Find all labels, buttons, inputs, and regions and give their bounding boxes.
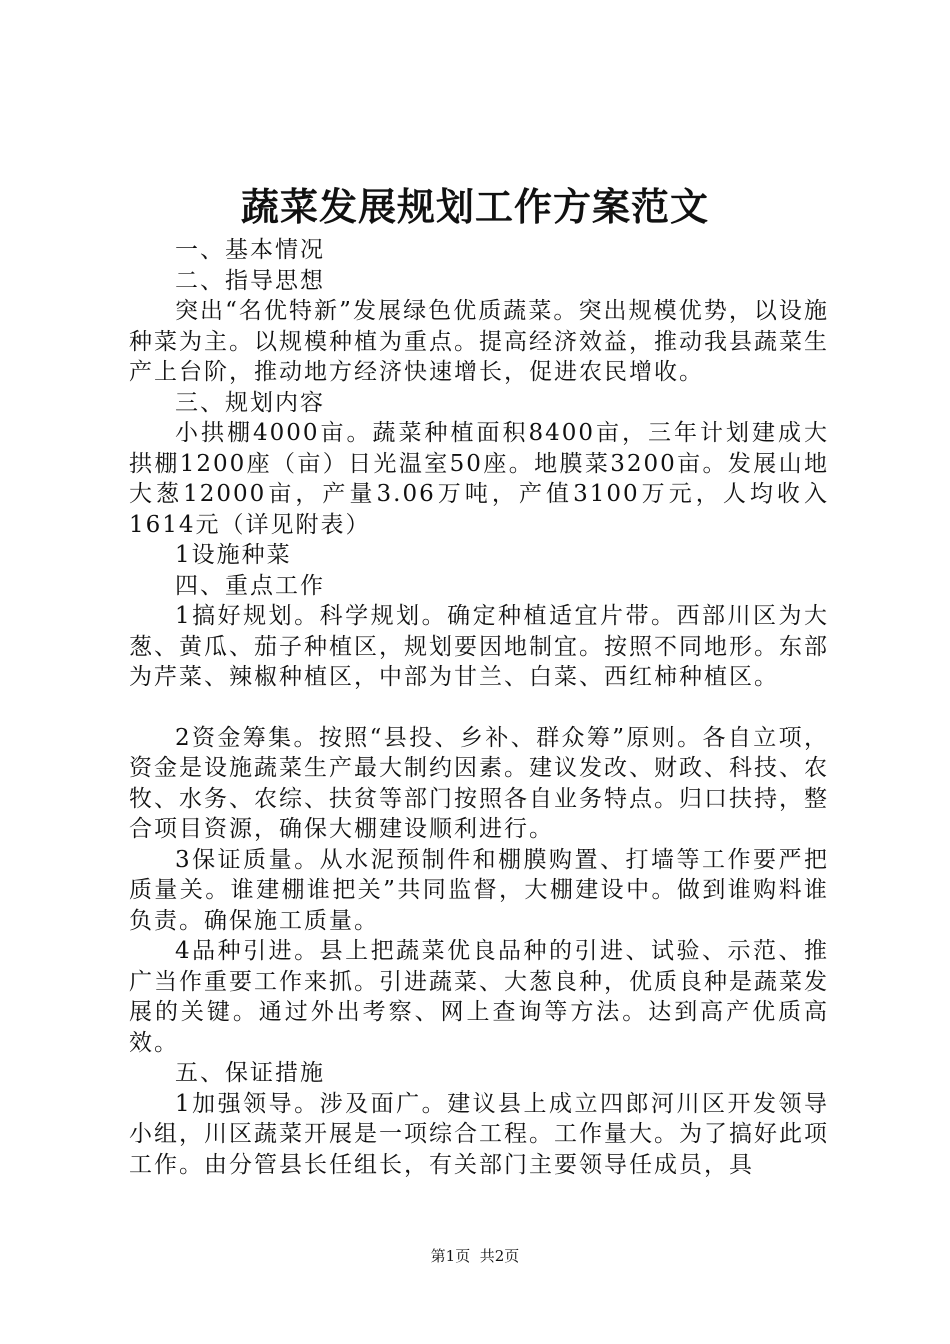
paragraph-quality: 3保证质量。从水泥预制件和棚膜购置、打墙等工作要严把质量关。谁建棚谁把关”共同监督，大棚建设中。做到谁购料谁负责。确保施工质量。 [129, 846, 829, 934]
section-heading-guiding: 二、指导思想 [175, 267, 325, 294]
page-total: 共2页 [479, 1247, 520, 1265]
paragraph-guiding-thought: 突出“名优特新”发展绿色优质蔬菜。突出规模优势，以设施种菜为主。以规模种植为重点。提高经济效益，推动我县蔬菜生产上台阶，推动地方经济快速增长，促进农民增收。 [129, 298, 829, 385]
section-heading-plan: 三、规划内容 [175, 389, 325, 416]
paragraph-plan-content: 小拱棚4000亩。蔬菜种植面积8400亩，三年计划建成大拱棚1200座（亩）日光温室50座。地膜菜3200亩。发展山地大葱12000亩，产量3.06万吨，产值3100万元，人均收入1614元（详见附表） [129, 420, 829, 538]
document-body [129, 235, 829, 1180]
document-title: 蔬菜发展规划工作方案范文 [240, 184, 709, 229]
paragraph-leadership: 1加强领导。涉及面广。建议县上成立四郎河川区开发领导小组，川区蔬菜开展是一项综合工程。工作量大。为了搞好此项工作。由分管县长任组长，有关部门主要领导任成员，具 [129, 1090, 829, 1178]
paragraph-planning: 1搞好规划。科学规划。确定种植适宜片带。西部川区为大葱、黄瓜、茄子种植区，规划要因地制宜。按照不同地形。东部为芹菜、辣椒种植区，中部为甘兰、白菜、西红柿种植区。 [129, 603, 829, 690]
footer-separator [470, 1247, 480, 1265]
paragraph-funding: 2资金筹集。按照“县投、乡补、群众筹”原则。各自立项，资金是设施蔬菜生产最大制约因素。建议发改、财政、科技、农牧、水务、农综、扶贫等部门按照各自业务特点。归口扶持，整合项目资源，确保大棚建设顺利进行。 [129, 724, 829, 842]
page-number: 第1页 [430, 1247, 471, 1265]
paragraph-varieties: 4品种引进。县上把蔬菜优良品种的引进、试验、示范、推广当作重要工作来抓。引进蔬菜、大葱良种，优质良种是蔬菜发展的关键。通过外出考察、网上查询等方法。达到高产优质高效。 [129, 938, 829, 1056]
subheading-facility-farming: 1设施种菜 [175, 542, 292, 568]
section-heading-measures: 五、保证措施 [175, 1060, 325, 1086]
page-footer [0, 1246, 950, 1266]
section-heading-basic: 一、基本情况 [175, 237, 325, 263]
section-heading-key-work: 四、重点工作 [175, 572, 325, 599]
